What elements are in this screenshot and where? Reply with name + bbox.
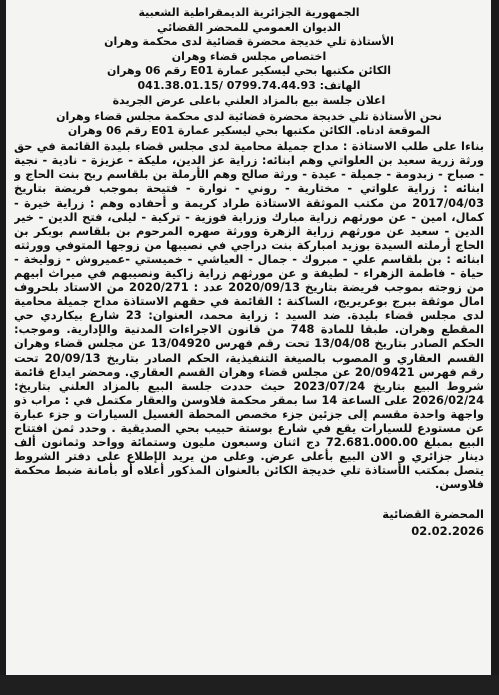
left-adjacent-column-edge	[0, 0, 6, 680]
intro-line-1: نحن الأستاذة تلي خديجة محضرة قضائية لدى محكمة مجلس قضاء وهران	[56, 110, 442, 124]
intro-line-2: الموقعة ادناه. الكائن مكتبها بحي ليسكير عمارة E01 رقم 06 وهران	[67, 124, 431, 138]
body-paragraph: بناءا على طلب الاستاذة : مداح جميلة محامية لدى مجلس قضاء بليدة القائمة في حق ورثة زرية سعيد بن العلواتي وهم ابنائه: زراية عز الدين، مليكة - عزيزة - نادية - نجية - صباح - زبدومة - جميلة - عيدة - ورثة صالح وهم الأرملة بن بلقاسم ربح بنت الحاج و ابنائه : زراية علواتي - مختارية - روني - نوارة - فتيحة بموجب فريضة بتاريخ 2017/04/03 من مكتب الموثقة الاستاذة طراد كريمة و أحفاده وهم : زراية خيرة - كمال، امين - عن مورثهم زراية مبارك وزراية فوزية - تركية - ليلى، فتح الدين - خير الدين - سعيد عن مورثهم زراية الزهرة وورثة صهره المرحوم بن بلقاسم بوبكر بن الحاج أرملته السيدة بوزيد امباركة بنت دراجي في نصيبها من زوجها المتوفي وورثته ابنائه : بن بلقاسم علي - مبروك - جمال - العياشي - خميستي -عميروش - زوليخة - حياة - فاطمة الزهراء - لطيفة و عن مورثهم زراية زاكية ونصيبهم في ميراث ابيهم من زوجته بموجب فريضة بتاريخ 2020/09/13 عدد : 2020/271 من الاستاد بلحروف امال موثقة ببرج بوعريريج، الساكنة : القائمة في حقهم الاستاذة مداح جميلة محامية لدى مجلس قضاء بليدة. ضد السيد : زراية محمد، العنوان: 23 شارع بيكاردي حي المقطع وهران. طبقا للمادة 748 من قانون الاجراءات المدنية والإدارية. وموجب: الحكم الصادر بتاريخ 13/04/08 تحت رقم فهرس 13/04920 عن مجلس قضاء وهران القسم العقاري و المصوب بالصيغة التنفيذية، الحكم الصادر بتاريخ 20/09/13 تحت رقم فهرس 20/09421 عن مجلس قضاء وهران القسم العقاري. ومحضر ايداع قائمة شروط البيع بتاريخ 2023/07/24 حيث حددت جلسة البيع بالمزاد العلني بتاريخ: 2026/02/24 على الساعة 14 سا بمقر محكمة فلاوسن والعقار مكتمل في : مراب ذو واجهة واحدة مقسم إلى جزئين جزء مخصص المحطة الغسيل السيارات و جزء عبارة عن مستودع للسيارات يقع في شارع بوستة حبيب بحي الصديقية . وحدد ثمن افتتاح البيع بمبلغ 72.681.000.00 دج اثنان وسبعون مليون وستمائة وواحد وثمانون ألف دينار جزائري و الان البيع بأعلى عرض. وعلى من يريد الإطلاع على دفتر الشروط يتصل بمكتب الأستاذة تلي خديجة الكائن بالعنوان المذكور أعلاه أو بأمانة ضبط محكمة فلاوسن.	[14, 139, 484, 492]
notice-header	[14, 6, 484, 108]
signature-title: المحضرة القضائية	[382, 506, 484, 521]
office-address: الكائن مكتبها بحي ليسكير عمارة E01 رقم 06 وهران	[106, 64, 392, 78]
notice-footer	[14, 506, 484, 540]
announcement-title: اعلان جلسة بيع بالمزاد العلني باعلى عرض الجريدة	[112, 93, 386, 107]
republic-title: الجمهورية الجزائرية الديمقراطية الشعبية	[138, 6, 360, 19]
phone-line	[14, 79, 484, 94]
phone-numbers: 041.38.01.15/ 0799.74.44.93	[137, 78, 316, 92]
legal-notice-article	[14, 6, 484, 668]
notice-date: 02.02.2026	[411, 523, 484, 538]
jurisdiction: اختصاص مجلس قضاء وهران	[171, 49, 327, 63]
right-adjacent-column-edge	[491, 0, 499, 680]
bailiff-name: الأستاذة تلي خديجة محضرة قضائية لدى محكمة وهران	[104, 35, 394, 49]
intro-block	[14, 110, 484, 138]
phone-label: الهاتف:	[319, 78, 361, 92]
notice-body	[14, 139, 484, 491]
office-title: الديوان العمومي للمحضر القضائي	[157, 20, 341, 34]
bottom-dark-bar	[0, 675, 499, 695]
